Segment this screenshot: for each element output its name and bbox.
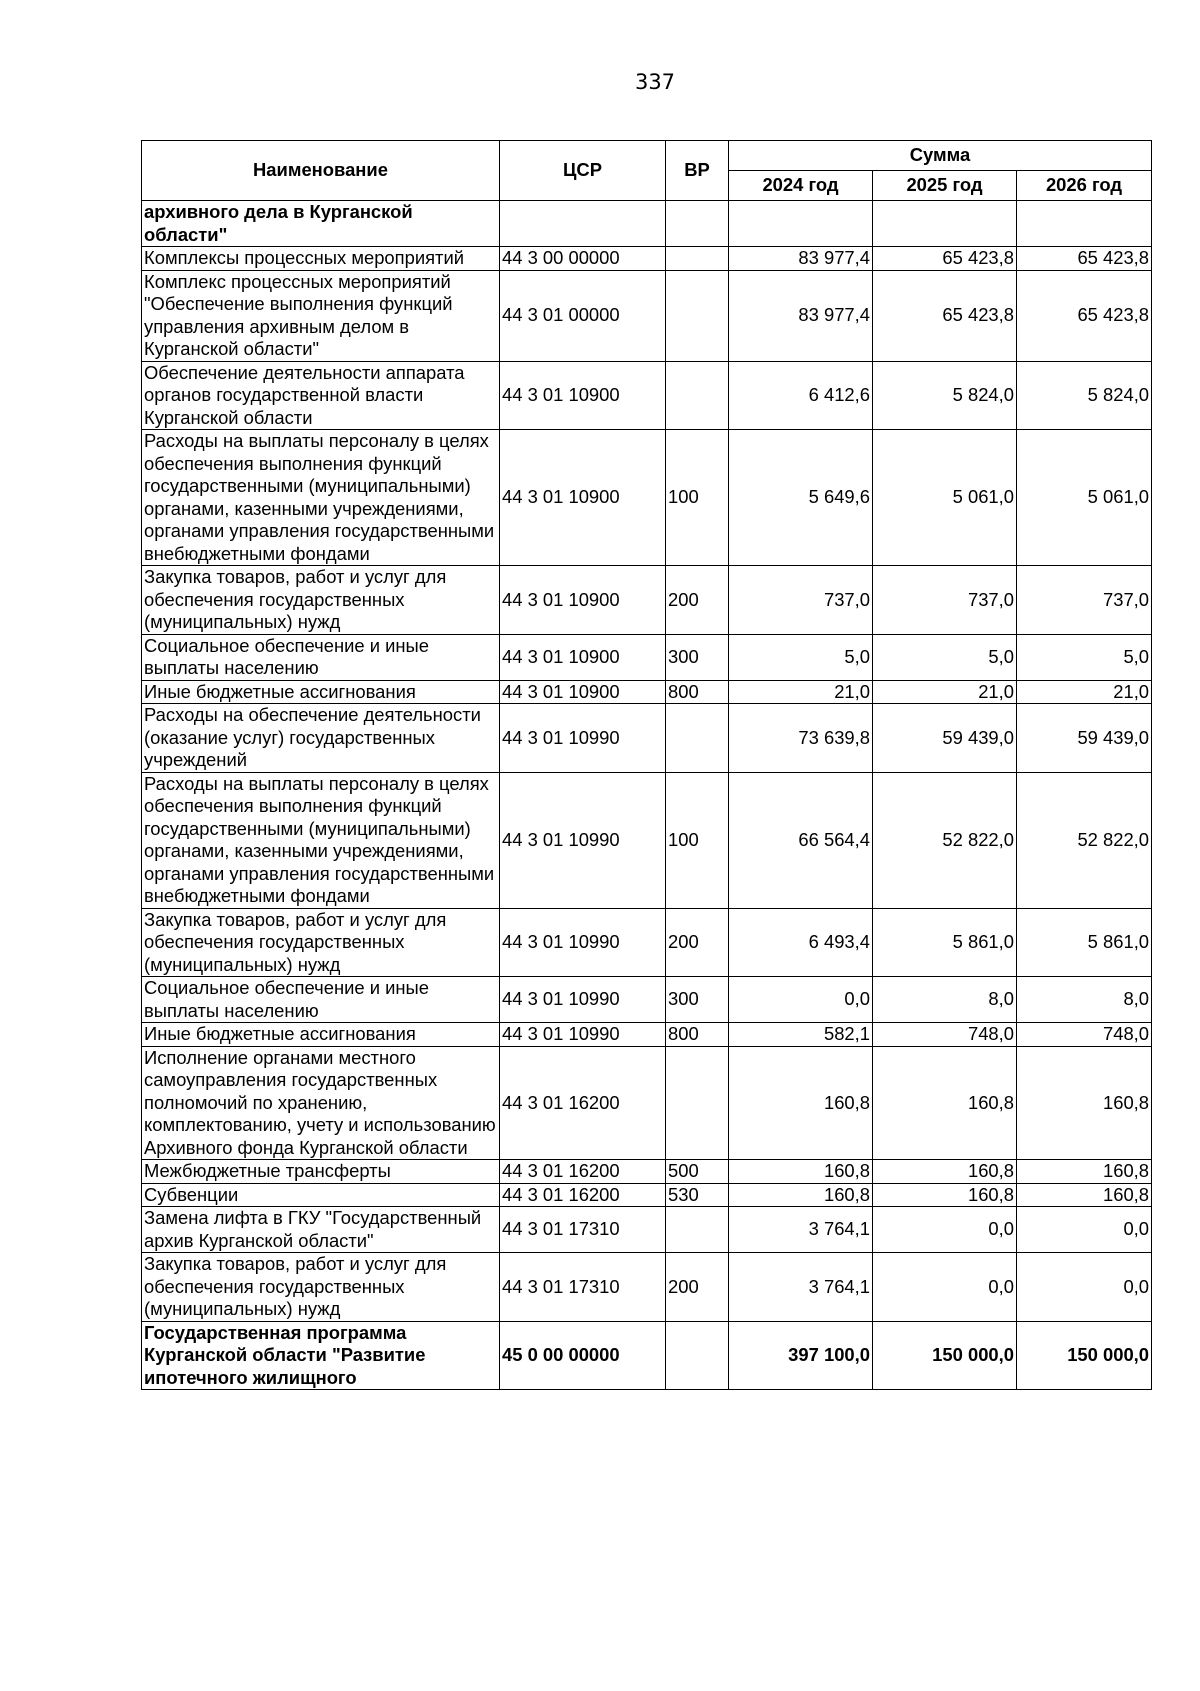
- cell-2025: 59 439,0: [873, 704, 1017, 773]
- cell-2025: 65 423,8: [873, 247, 1017, 271]
- cell-csr: 44 3 01 17310: [500, 1207, 666, 1253]
- cell-csr: 44 3 00 00000: [500, 247, 666, 271]
- cell-2026: 160,8: [1017, 1046, 1152, 1160]
- cell-name: Замена лифта в ГКУ "Государственный архив Курганской области": [142, 1207, 500, 1253]
- cell-2026: 0,0: [1017, 1207, 1152, 1253]
- cell-name: Расходы на обеспечение деятельности (оказание услуг) государственных учреждений: [142, 704, 500, 773]
- cell-2024: 0,0: [729, 977, 873, 1023]
- cell-vr: [666, 1046, 729, 1160]
- cell-name: Исполнение органами местного самоуправления государственных полномочий по хранению, комплектованию, учету и использованию Архивного фонда Курганской области: [142, 1046, 500, 1160]
- cell-name: Иные бюджетные ассигнования: [142, 1023, 500, 1047]
- cell-2025: 5 824,0: [873, 361, 1017, 430]
- table-row: [142, 680, 1152, 704]
- column-header-2024: 2024 год: [729, 171, 873, 201]
- cell-2025: [873, 201, 1017, 247]
- cell-2026: 21,0: [1017, 680, 1152, 704]
- cell-name: Закупка товаров, работ и услуг для обеспечения государственных (муниципальных) нужд: [142, 908, 500, 977]
- cell-2024: 5,0: [729, 634, 873, 680]
- cell-2026: 65 423,8: [1017, 270, 1152, 361]
- cell-name: Государственная программа Курганской области "Развитие ипотечного жилищного: [142, 1321, 500, 1390]
- cell-2026: 150 000,0: [1017, 1321, 1152, 1390]
- cell-2025: 0,0: [873, 1253, 1017, 1322]
- cell-2024: 737,0: [729, 566, 873, 635]
- cell-name: Социальное обеспечение и иные выплаты населению: [142, 977, 500, 1023]
- table-row: [142, 361, 1152, 430]
- cell-2024: 160,8: [729, 1183, 873, 1207]
- table-row: [142, 1207, 1152, 1253]
- table-row: [142, 1160, 1152, 1184]
- cell-2025: 5,0: [873, 634, 1017, 680]
- cell-2026: 65 423,8: [1017, 247, 1152, 271]
- cell-2024: 397 100,0: [729, 1321, 873, 1390]
- cell-2025: 8,0: [873, 977, 1017, 1023]
- cell-vr: [666, 704, 729, 773]
- table-row: [142, 977, 1152, 1023]
- cell-2024: 160,8: [729, 1160, 873, 1184]
- cell-2024: [729, 201, 873, 247]
- cell-2025: 737,0: [873, 566, 1017, 635]
- table-row: [142, 430, 1152, 566]
- cell-2025: 160,8: [873, 1046, 1017, 1160]
- cell-name: Расходы на выплаты персоналу в целях обеспечения выполнения функций государственными (муниципальными) органами, казенными учреждениями, органами управления государственными внебюджетными фондами: [142, 772, 500, 908]
- cell-csr: 44 3 01 10900: [500, 361, 666, 430]
- cell-2025: 5 061,0: [873, 430, 1017, 566]
- cell-vr: 500: [666, 1160, 729, 1184]
- column-header-2025: 2025 год: [873, 171, 1017, 201]
- cell-csr: 44 3 01 10990: [500, 1023, 666, 1047]
- cell-name: Субвенции: [142, 1183, 500, 1207]
- cell-2026: 737,0: [1017, 566, 1152, 635]
- table-body: [142, 201, 1152, 1390]
- table-row: [142, 247, 1152, 271]
- budget-table: [141, 140, 1152, 1390]
- cell-csr: 44 3 01 10900: [500, 634, 666, 680]
- cell-csr: 44 3 01 10990: [500, 772, 666, 908]
- cell-csr: 45 0 00 00000: [500, 1321, 666, 1390]
- cell-2026: 8,0: [1017, 977, 1152, 1023]
- cell-2024: 83 977,4: [729, 247, 873, 271]
- cell-2024: 582,1: [729, 1023, 873, 1047]
- cell-2025: 21,0: [873, 680, 1017, 704]
- cell-csr: 44 3 01 10900: [500, 430, 666, 566]
- cell-csr: 44 3 01 10900: [500, 566, 666, 635]
- cell-name: архивного дела в Курганской области": [142, 201, 500, 247]
- table-row: [142, 1046, 1152, 1160]
- cell-name: Расходы на выплаты персоналу в целях обеспечения выполнения функций государственными (муниципальными) органами, казенными учреждениями, органами управления государственными внебюджетными фондами: [142, 430, 500, 566]
- cell-2024: 6 493,4: [729, 908, 873, 977]
- cell-2024: 160,8: [729, 1046, 873, 1160]
- cell-2026: 5 861,0: [1017, 908, 1152, 977]
- cell-2026: 160,8: [1017, 1183, 1152, 1207]
- cell-vr: [666, 201, 729, 247]
- cell-vr: [666, 247, 729, 271]
- cell-vr: 300: [666, 977, 729, 1023]
- cell-vr: 200: [666, 566, 729, 635]
- cell-csr: 44 3 01 00000: [500, 270, 666, 361]
- cell-name: Закупка товаров, работ и услуг для обеспечения государственных (муниципальных) нужд: [142, 566, 500, 635]
- page-number: 337: [634, 70, 676, 94]
- cell-vr: 800: [666, 1023, 729, 1047]
- cell-2024: 6 412,6: [729, 361, 873, 430]
- cell-2025: 160,8: [873, 1160, 1017, 1184]
- cell-csr: 44 3 01 16200: [500, 1160, 666, 1184]
- table-row: [142, 1183, 1152, 1207]
- cell-2026: 0,0: [1017, 1253, 1152, 1322]
- cell-2025: 65 423,8: [873, 270, 1017, 361]
- cell-csr: 44 3 01 16200: [500, 1183, 666, 1207]
- cell-2026: 5,0: [1017, 634, 1152, 680]
- table-header: [142, 141, 1152, 201]
- cell-csr: [500, 201, 666, 247]
- cell-name: Комплекс процессных мероприятий "Обеспечение выполнения функций управления архивным делом в Курганской области": [142, 270, 500, 361]
- cell-vr: 530: [666, 1183, 729, 1207]
- cell-2026: 52 822,0: [1017, 772, 1152, 908]
- cell-2024: 5 649,6: [729, 430, 873, 566]
- column-header-csr: ЦСР: [500, 141, 666, 201]
- cell-name: Социальное обеспечение и иные выплаты населению: [142, 634, 500, 680]
- cell-csr: 44 3 01 10990: [500, 977, 666, 1023]
- cell-2025: 150 000,0: [873, 1321, 1017, 1390]
- cell-2025: 748,0: [873, 1023, 1017, 1047]
- cell-2025: 5 861,0: [873, 908, 1017, 977]
- cell-2024: 3 764,1: [729, 1253, 873, 1322]
- cell-2024: 83 977,4: [729, 270, 873, 361]
- column-header-2026: 2026 год: [1017, 171, 1152, 201]
- cell-vr: [666, 1207, 729, 1253]
- cell-name: Межбюджетные трансферты: [142, 1160, 500, 1184]
- cell-2026: 5 061,0: [1017, 430, 1152, 566]
- table-row: [142, 1023, 1152, 1047]
- column-header-name: Наименование: [142, 141, 500, 201]
- cell-2025: 160,8: [873, 1183, 1017, 1207]
- cell-vr: [666, 270, 729, 361]
- cell-2024: 21,0: [729, 680, 873, 704]
- cell-csr: 44 3 01 16200: [500, 1046, 666, 1160]
- cell-vr: [666, 361, 729, 430]
- cell-name: Закупка товаров, работ и услуг для обеспечения государственных (муниципальных) нужд: [142, 1253, 500, 1322]
- cell-csr: 44 3 01 17310: [500, 1253, 666, 1322]
- cell-2026: 5 824,0: [1017, 361, 1152, 430]
- table-row: [142, 634, 1152, 680]
- cell-2025: 0,0: [873, 1207, 1017, 1253]
- cell-name: Иные бюджетные ассигнования: [142, 680, 500, 704]
- table-row: [142, 772, 1152, 908]
- cell-2025: 52 822,0: [873, 772, 1017, 908]
- table-row: [142, 201, 1152, 247]
- cell-csr: 44 3 01 10990: [500, 704, 666, 773]
- cell-name: Обеспечение деятельности аппарата органов государственной власти Курганской области: [142, 361, 500, 430]
- cell-vr: 800: [666, 680, 729, 704]
- cell-2024: 66 564,4: [729, 772, 873, 908]
- cell-2024: 3 764,1: [729, 1207, 873, 1253]
- cell-2026: 59 439,0: [1017, 704, 1152, 773]
- table-row: [142, 270, 1152, 361]
- column-header-vr: ВР: [666, 141, 729, 201]
- cell-2026: 160,8: [1017, 1160, 1152, 1184]
- column-header-sum: Сумма: [729, 141, 1152, 171]
- cell-vr: 100: [666, 772, 729, 908]
- cell-2024: 73 639,8: [729, 704, 873, 773]
- cell-2026: [1017, 201, 1152, 247]
- table-row: [142, 704, 1152, 773]
- cell-vr: 300: [666, 634, 729, 680]
- cell-vr: 200: [666, 908, 729, 977]
- cell-vr: 100: [666, 430, 729, 566]
- table-row: [142, 1321, 1152, 1390]
- table-row: [142, 1253, 1152, 1322]
- table-row: [142, 566, 1152, 635]
- cell-vr: 200: [666, 1253, 729, 1322]
- table-row: [142, 908, 1152, 977]
- cell-name: Комплексы процессных мероприятий: [142, 247, 500, 271]
- cell-csr: 44 3 01 10990: [500, 908, 666, 977]
- cell-2026: 748,0: [1017, 1023, 1152, 1047]
- cell-vr: [666, 1321, 729, 1390]
- cell-csr: 44 3 01 10900: [500, 680, 666, 704]
